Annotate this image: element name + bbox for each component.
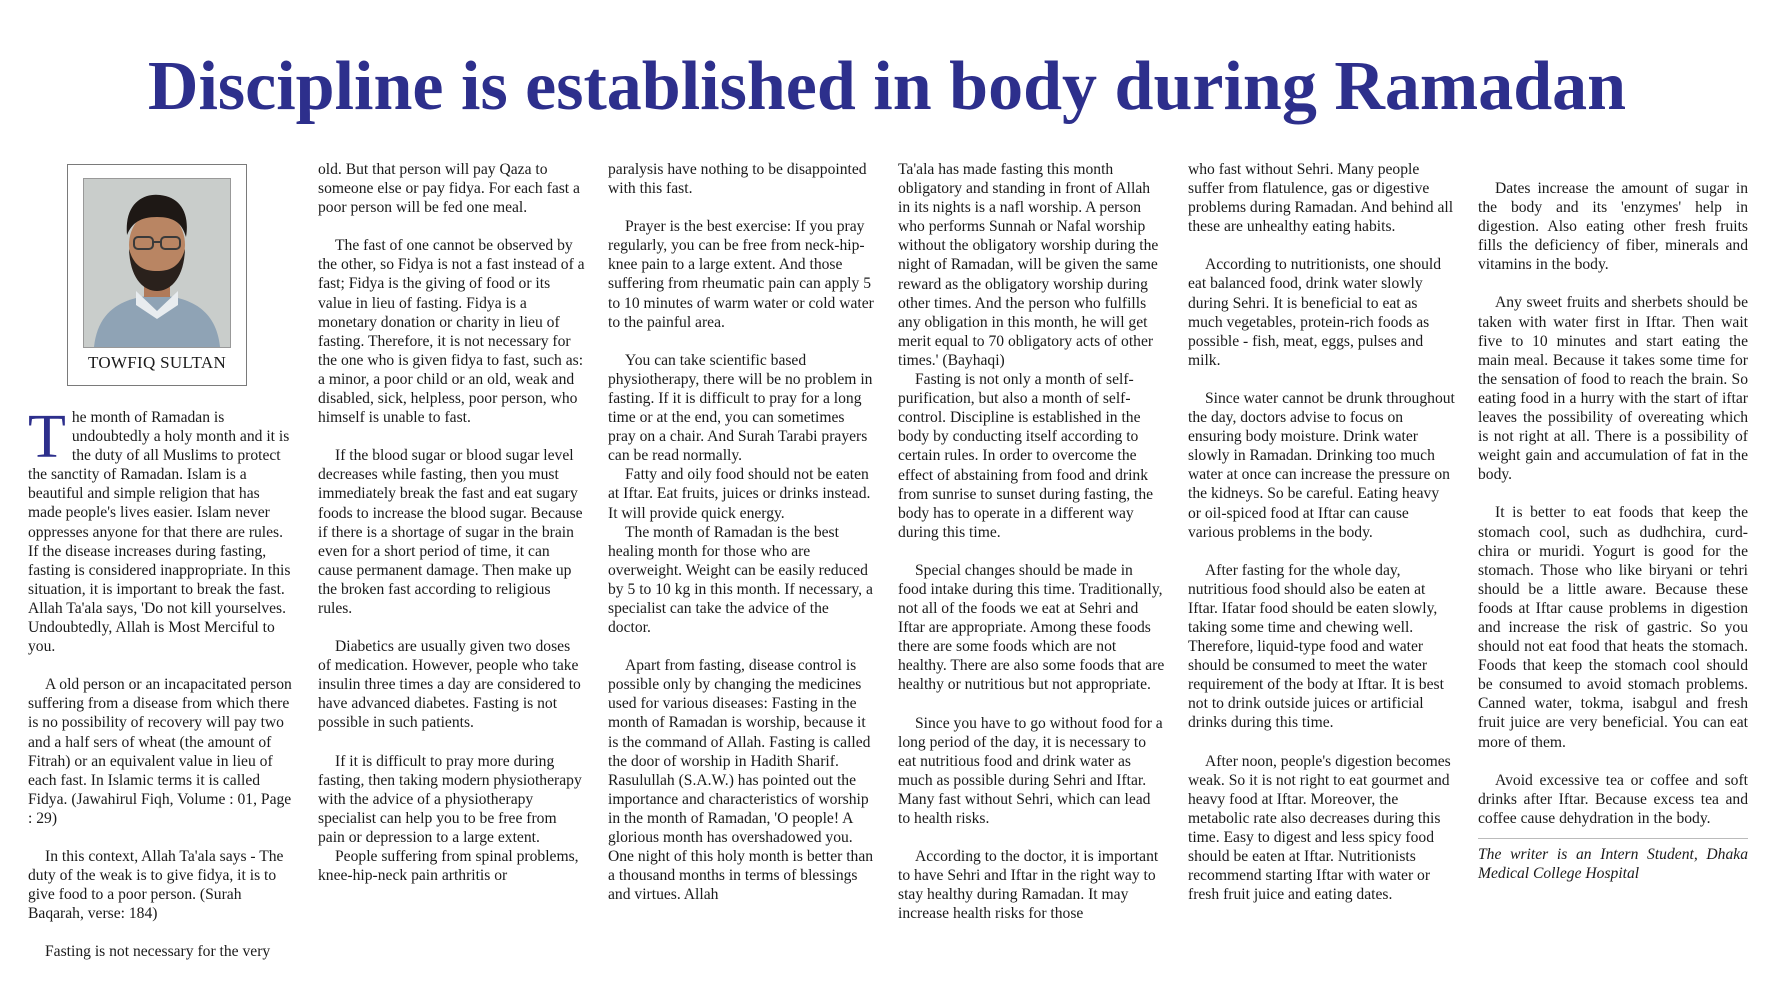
writer-signature: The writer is an Intern Student, Dhaka Medical College Hospital: [1478, 845, 1748, 882]
paragraph: Since water cannot be drunk throughout the day, doctors advise to focus on ensuring body moisture. Drink water slowly in Ramadan. Drinking too much water at once can increase the pressure on the kidneys. So be careful. Eating heavy or oil-spiced food at Iftar can cause various problems in the body.: [1188, 389, 1455, 541]
paragraph: After fasting for the whole day, nutritious food should also be eaten at Iftar. Ifatar food should be eaten slowly, taking some time and chewing well. Therefore, liquid-type food and water should be consumed to meet the water requirement of the body at Iftar. It is best not to drink outside juices or artificial drinks during this time.: [1188, 561, 1444, 732]
column-3: [608, 160, 875, 904]
paragraph: Avoid excessive tea or coffee and soft drinks after Iftar. Because excess tea and coffee cause dehydration in the body.: [1478, 771, 1748, 827]
paragraph: If the blood sugar or blood sugar level decreases while fasting, then you must immediately break the fast and eat sugary foods to increase the blood sugar. Because if there is a shortage of sugar in the brain even for a short period of time, it can cause permanent damage. Then make up the broken fast according to religious rules.: [318, 447, 583, 617]
portrait-illustration: [84, 179, 230, 347]
paragraph: According to the doctor, it is important to have Sehri and Iftar in the right way to stay healthy during Ramadan. It may increase health risks for those: [898, 848, 1159, 923]
column-4: [898, 160, 1165, 923]
author-photo: [83, 178, 231, 348]
paragraph: Special changes should be made in food intake during this time. Traditionally, not all of the foods we eat at Sehri and Iftar are appropriate. Among these foods there are some foods which are not healthy. There are also some foods that are healthy or nutritious but not appropriate.: [898, 561, 1165, 694]
paragraph: Fasting is not only a month of self-purification, but also a month of self-control. Discipline is established in the body by conducting itself according to certain rules. In order to overcome the effect of abstaining from food and drink from sunrise to sunset during fasting, the body has to operate in a different way during this time.: [898, 371, 1154, 541]
paragraph: Fasting is not necessary for the very: [45, 943, 271, 961]
paragraph: Any sweet fruits and sherbets should be taken with water first in Iftar. Then wait five to 10 minutes and start eating the main meal. Because it takes some time for the sensation of food to reach the brain. So eating food in a hurry with the start of iftar leaves the possibility of overeating which is not right at all. There is a possibility of weight gain and accumulation of fat in the body.: [1478, 294, 1748, 484]
paragraph: The month of Ramadan is the best healing month for those who are overweight. Weight can be easily reduced by 5 to 10 kg in this month. If necessary, a specialist can take the advice of the doctor.: [608, 523, 873, 637]
author-photo-box: [67, 164, 247, 386]
paragraph: The fast of one cannot be observed by the other, so Fidya is not a fast instead of a fast; Fidya is the giving of food or its value in lieu of fasting. Fidya is a monetary donation or charity in lieu of fasting. Therefore, it is not necessary for the one who is given fidya to fast, such as: a minor, a poor child or an old, weak and disabled, sick, helpless, poor person, who himself is unable to fast.: [318, 237, 585, 427]
paragraph: If it is difficult to pray more during fasting, then taking modern physiotherapy with the advice of a physiotherapy specialist can help you to be free from pain or depression to a large extent.: [318, 752, 582, 846]
paragraph: Prayer is the best exercise: If you pray regularly, you can be free from neck-hip-knee pain to a large extent. And those suffering from rheumatic pain can apply 5 to 10 minutes of warm water or cold water to the painful area.: [608, 218, 874, 331]
column-5: [1188, 160, 1455, 904]
paragraph: old. But that person will pay Qaza to someone else or pay fidya. For each fast a poor person will be fed one meal.: [318, 161, 580, 217]
paragraph: It is better to eat foods that keep the stomach cool, such as dudhchira, curd-chira or muridi. Yogurt is good for the stomach. Those who like biryani or tehri should be a little aware. Because these foods at Iftar cause problems in digestion and increase the risk of gastric. So you should not eat food that heats the stomach. Foods that keep the stomach cool should be consumed to avoid stomach problems. Canned water, tokma, isabgul and fresh fruit juice are very beneficial. You can eat more of them.: [1478, 504, 1748, 751]
paragraph: Diabetics are usually given two doses of medication. However, people who take insulin three times a day are considered to have advanced diabetes. Fasting is not possible in such patients.: [318, 638, 581, 732]
paragraph: In this context, Allah Ta'ala says - The duty of the weak is to give fidya, it is to give food to a poor person. (Surah Baqarah, verse: 184): [28, 847, 284, 923]
paragraph: Since you have to go without food for a long period of the day, it is necessary to eat nutritious food and drink water as much as possible during Sehri and Iftar. Many fast without Sehri, which can lead to health risks.: [898, 714, 1163, 827]
paragraph: People suffering from spinal problems, knee-hip-neck pain arthritis or: [318, 848, 579, 885]
author-name: TOWFIQ SULTAN: [87, 353, 227, 372]
paragraph: who fast without Sehri. Many people suffer from flatulence, gas or digestive problems during Ramadan. And behind all these are unhealthy eating habits.: [1188, 161, 1454, 236]
paragraph: A old person or an incapacitated person suffering from a disease from which there is no possibility of recovery will pay two and a half sers of wheat (the amount of Fitrah) or an equivalent value in lieu of each fast. In Islamic terms it is called Fidya. (Jawahirul Fiqh, Volume : 01, Page : 29): [28, 676, 292, 827]
headline: Discipline is established in body during Ramadan: [147, 48, 1627, 125]
column-2: [318, 160, 585, 885]
paragraph: [28, 403, 295, 656]
signature-divider: [1478, 838, 1748, 839]
paragraph: paralysis have nothing to be disappointed with this fast.: [608, 161, 867, 198]
column-6: [1478, 179, 1748, 883]
paragraph-text: he month of Ramadan is undoubtedly a holy month and it is the duty of all Muslims to protect the sanctity of Ramadan. Islam is a beautiful and simple religion that has made people's lives easier. Islam never oppresses anyone for that there are rules. If the disease increases during fasting, fasting is considered inappropriate. In this situation, it is important to break the fast. Allah Ta'ala says, 'Do not kill yourselves. Undoubtedly, Allah is Most Merciful to you.: [28, 409, 291, 656]
paragraph: Fatty and oily food should not be eaten at Iftar. Eat fruits, juices or drinks instead. It will provide quick energy.: [608, 466, 871, 522]
paragraph: You can take scientific based physiotherapy, there will be no problem in fasting. If it is difficult to pray for a long time or at the end, you can sometimes pray on a chair. And Surah Tarabi prayers can be read normally.: [608, 351, 873, 465]
paragraph: Dates increase the amount of sugar in the body and its 'enzymes' help in digestion. Also eating other fresh fruits fills the deficiency of fiber, minerals and vitamins in the body.: [1478, 180, 1748, 274]
paragraph: Apart from fasting, disease control is possible only by changing the medicines used for various diseases: Fasting in the month of Ramadan is worship, because it is the command of Allah. Fasting is called the door of worship in Hadith Sharif. Rasulullah (S.A.W.) has pointed out the importance and characteristics of worship in the month of Ramadan, 'O people! A glorious month has overshadowed you. One night of this holy month is better than a thousand months in terms of blessings and virtues. Allah: [608, 657, 874, 904]
paragraph: Ta'ala has made fasting this month obligatory and standing in front of Allah in its nights is a nafl worship. A person who performs Sunnah or Nafal worship without the obligatory worship during the night of Ramadan, will be given the same reward as the obligatory worship during other times. And the person who fulfills any obligation in this month, he will get merit equal to 70 obligatory acts of other times.' (Bayhaqi): [898, 161, 1159, 369]
paragraph: After noon, people's digestion becomes weak. So it is not right to eat gourmet and heavy food at Iftar. Moreover, the metabolic rate also decreases during this time. Easy to digest and less spicy food should be eaten at Iftar. Nutritionists recommend starting Iftar with water or fresh fruit juice and eating dates.: [1188, 752, 1451, 904]
drop-cap: T: [28, 403, 66, 471]
paragraph: According to nutritionists, one should eat balanced food, drink water slowly during Sehri. It is beneficial to eat as much vegetables, protein-rich foods as possible - fish, meat, eggs, pulses and milk.: [1188, 256, 1442, 369]
column-1: [28, 403, 295, 961]
